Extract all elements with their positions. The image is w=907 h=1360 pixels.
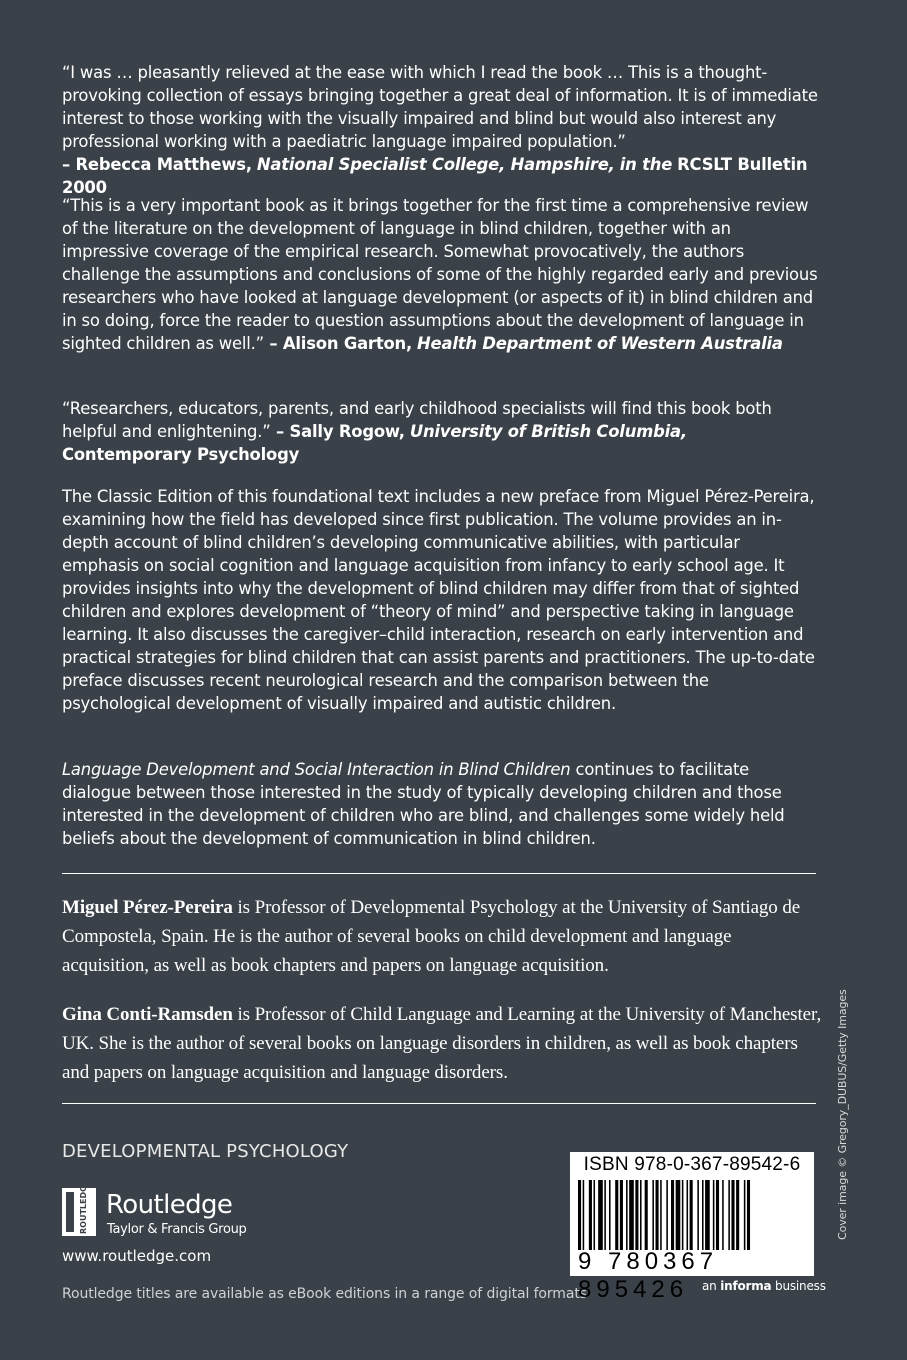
barcode-bars (574, 1180, 810, 1250)
review-1-affiliation: National Specialist College, Hampshire, (256, 155, 615, 174)
review-2-name: Alison Garton, (282, 334, 413, 353)
review-1-dash: – (62, 155, 76, 174)
review-1-name: Rebecca Matthews, (75, 155, 252, 174)
ebook-note: Routledge titles are available as eBook editions in a range of digital formats (62, 1286, 587, 1302)
description-text-2: continues to facilitate dialogue between those interested in the study of typically developing children and those interested in the development of children who are blind, and challenges some widely held beliefs about the development of communication in blind children. (62, 760, 785, 848)
isbn-text: ISBN 978-0-367-89542-6 (583, 1154, 801, 1175)
review-3 (62, 397, 818, 466)
review-2-affiliation: Health Department of Western Australia (417, 334, 783, 353)
review-1-quote: “I was … pleasantly relieved at the ease with which I read the book … This is a thought-provoking collection of essays bringing together a great deal of information. It is of immediate interest to those working with the visually impaired and blind but would also interest any professional working with a paediatric language impaired population.” (62, 63, 818, 151)
review-3-dash: – (270, 422, 290, 441)
author-text-2: is Professor of Child Language and Learning at the University of Manchester, UK. She is the author of several books on language disorders in children, as well as book chapters and papers on language acquisition and language disorders. (62, 1004, 822, 1083)
routledge-logo (62, 1188, 282, 1240)
description-para-1 (62, 485, 818, 715)
review-1 (62, 61, 818, 199)
author-text-1: is Professor of Developmental Psychology at the University of Santiago de Compostela, Spain. He is the author of several books on child development and language acquisition, as well as book chapters and papers on language acquisition. (62, 897, 801, 976)
book-title: Language Development and Social Interaction in Blind Children (62, 760, 571, 779)
informa-brand: informa (720, 1279, 772, 1293)
publisher-name: Routledge (106, 1190, 233, 1220)
description-text-1: The Classic Edition of this foundational text includes a new preface from Miguel Pérez-Pereira, examining how the field has developed since first publication. The volume provides an in-depth account of blind children’s developing communicative abilities, with particular emphasis on social cognition and language acquisition from infancy to early school age. It provides insights into why the development of blind children may differ from that of sighted children and explores development of “theory of mind” and perspective taking in language learning. It also discusses the caregiver–child interaction, research on early intervention and practical strategies for blind children that can assist parents and practitioners. The up-to-date preface discusses recent neurological research and the comparison between the psychological development of visually impaired and autistic children. (62, 487, 815, 713)
informa-business (702, 1279, 826, 1293)
routledge-mark-text: ROUTLEDGE (79, 1188, 88, 1234)
review-2-dash: – (263, 334, 283, 353)
review-2 (62, 194, 818, 355)
informa-suffix: business (771, 1279, 826, 1293)
publisher-group: Taylor & Francis Group (107, 1222, 247, 1237)
review-3-source: Contemporary Psychology (62, 445, 300, 464)
divider-top (62, 873, 816, 874)
review-3-quote: “Researchers, educators, parents, and early childhood specialists will find this book both helpful and enlightening.” (62, 399, 772, 441)
informa-prefix: an (702, 1279, 721, 1293)
description-para-2 (62, 758, 818, 850)
cover-credit: Cover image © Gregory_DUBUS/Getty Images (836, 989, 849, 1240)
review-3-name: Sally Rogow, (289, 422, 405, 441)
author-bio-2 (62, 1000, 822, 1087)
author-name-2: Gina Conti-Ramsden (62, 1004, 233, 1025)
author-name-1: Miguel Pérez-Pereira (62, 897, 233, 918)
publisher-url[interactable]: www.routledge.com (62, 1247, 212, 1265)
barcode-digits: 9 780367 895426 (578, 1248, 719, 1303)
review-1-source: RCSLT Bulletin 2000 (62, 155, 808, 197)
review-1-source-prefix: in the (619, 155, 673, 174)
divider-bottom (62, 1103, 816, 1104)
routledge-logo-mark (62, 1188, 96, 1236)
review-2-quote: “This is a very important book as it brings together for the first time a comprehensive review of the literature on the development of language in blind children, together with an impressive coverage of the empirical research. Somewhat provocatively, the authors challenge the assumptions and conclusions of some of the highly regarded early and previous researchers who have looked at language development (or aspects of it) in blind children and in so doing, force the reader to question assumptions about the development of language in sighted children as well.” (62, 196, 818, 353)
subject-category: DEVELOPMENTAL PSYCHOLOGY (62, 1141, 349, 1162)
review-3-affiliation: University of British Columbia, (409, 422, 687, 441)
author-bio-1 (62, 893, 822, 980)
